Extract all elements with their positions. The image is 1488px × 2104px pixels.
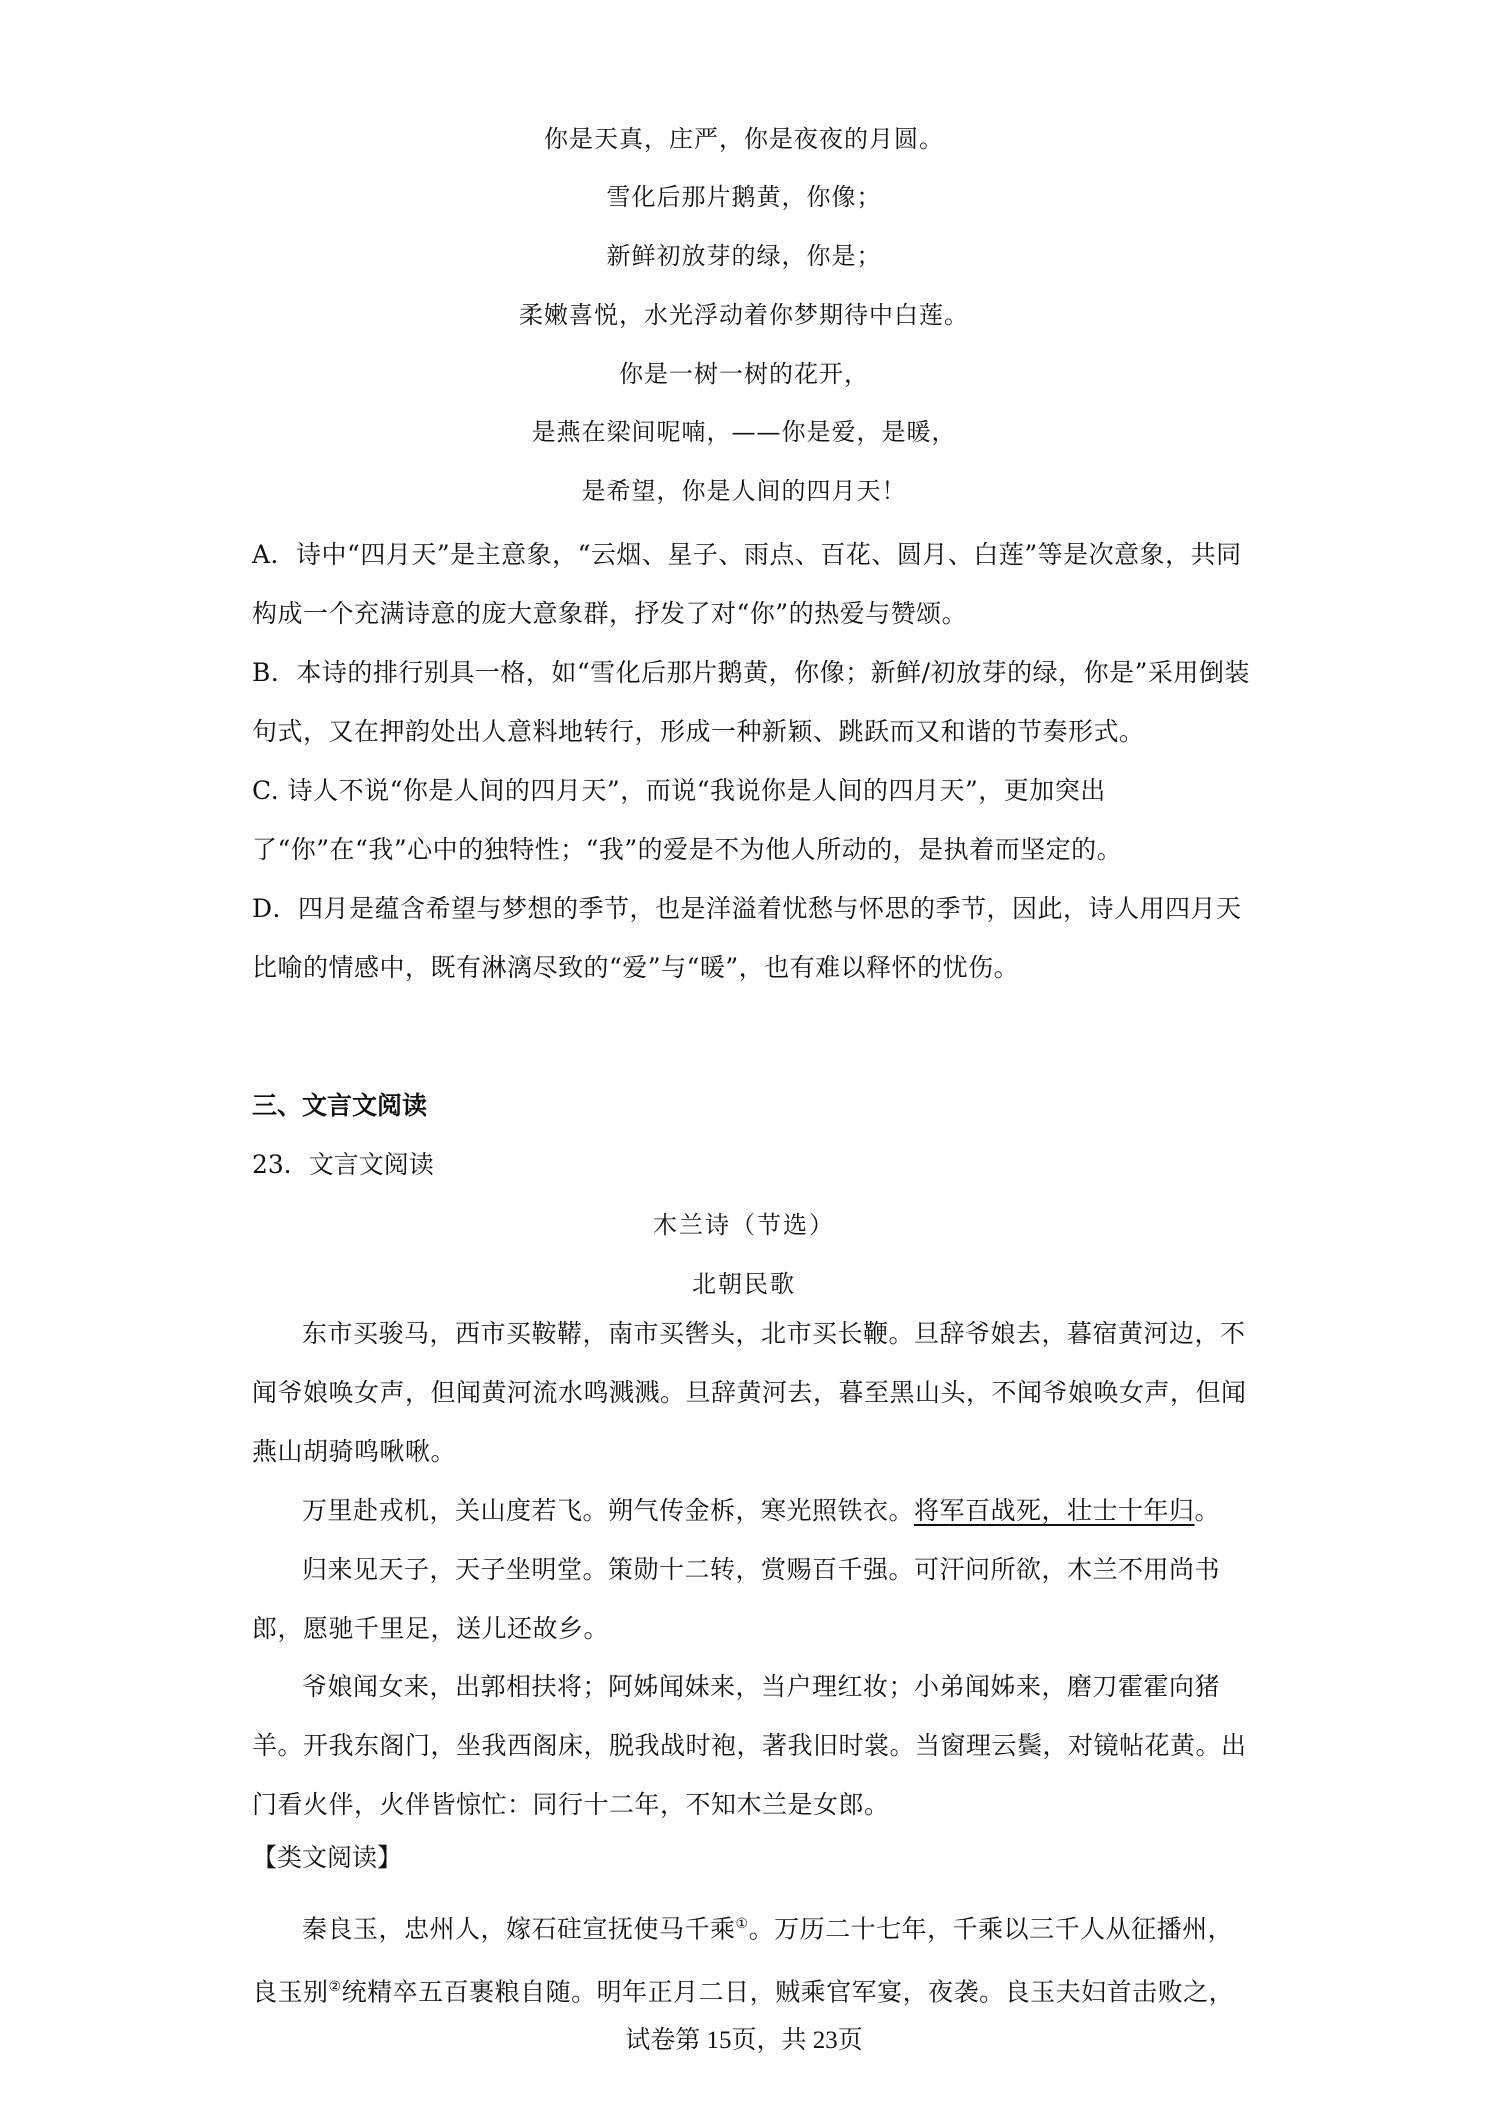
- poem-line: 是希望，你是人间的四月天！: [581, 477, 907, 505]
- paragraph-2: [252, 1481, 1252, 1540]
- poem-line: 柔嫩喜悦，水光浮动着你梦期待中白莲。: [519, 301, 969, 329]
- footnote-marker-2: ②: [328, 1979, 342, 1996]
- paragraph-2-end: 。: [1194, 1496, 1221, 1525]
- paragraph-3: 归来见天子，天子坐明堂。策勋十二转，赏赐百千强。可汗问所欲，木兰不用尚书郎，愿驰千里足，送儿还故乡。: [252, 1555, 1221, 1643]
- text-title: 木兰诗（节选）: [653, 1211, 835, 1239]
- poem-line: 你是一树一树的花开，: [619, 360, 869, 388]
- paragraph-4: 爷娘闻女来，出郭相扶将；阿姊闻妹来，当户理红妆；小弟闻姊来，磨刀霍霍向猪羊。开我东阁门，坐我西阁床，脱我战时袍，著我旧时裳。当窗理云鬓，对镜帖花黄。出门看火伴，火伴皆惊忙：同行十二年，不知木兰是女郎。: [252, 1672, 1247, 1819]
- poem-line: 你是天真，庄严，你是夜夜的月圆。: [544, 125, 944, 153]
- option-d: D．四月是蕴含希望与梦想的季节，也是洋溢着忧愁与怀思的季节，因此，诗人用四月天比喻的情感中，既有淋漓尽致的“爱”与“暖”，也有难以释怀的忧伤。: [252, 894, 1242, 982]
- page-footer: 试卷第 15页，共 23页: [625, 2027, 863, 2054]
- poem-line: 新鲜初放芽的绿，你是；: [606, 242, 882, 270]
- section-heading: 三、文言文阅读: [252, 1091, 428, 1120]
- paragraph-5-text: 统精卒五百裹粮自随。明年正月二日，贼乘官军宴，夜袭。良玉夫妇首击败之，: [341, 1977, 1235, 2007]
- paragraph-5-text: 。万历二十七年，千乘以三千人从征播州，良玉别: [252, 1914, 1234, 2007]
- option-a: A．诗中“四月天”是主意象，“云烟、星子、雨点、百花、圆月、白莲”等是次意象，共同构成一个充满诗意的庞大意象群，抒发了对“你”的热爱与赞颂。: [252, 540, 1242, 628]
- footnote-marker-1: ①: [735, 1916, 749, 1932]
- text-author: 北朝民歌: [692, 1270, 796, 1298]
- option-b: B．本诗的排行别具一格，如“雪化后那片鹅黄，你像；新鲜/初放芽的绿，你是”采用倒装句式，又在押韵处出人意料地转行，形成一种新颖、跳跃而又和谐的节奏形式。: [252, 658, 1250, 746]
- paragraph-2-text: 万里赴戎机，关山度若飞。朔气传金柝，寒光照铁衣。: [302, 1496, 915, 1525]
- question-number: 23．文言文阅读: [252, 1150, 434, 1179]
- paragraph-5: [252, 1895, 1252, 2022]
- poem-line: 雪化后那片鹅黄，你像；: [606, 183, 882, 211]
- paragraph-5-text: 秦良玉，忠州人，嫁石砫宣抚使马千乘: [302, 1914, 736, 1944]
- underlined-sentence: 将军百战死，壮士十年归: [914, 1496, 1195, 1525]
- option-c: C. 诗人不说“你是人间的四月天”，而说“我说你是人间的四月天”，更加突出了“你”在“我”心中的独特性；“我”的爱是不为他人所动的，是执着而坚定的。: [252, 776, 1123, 864]
- poem-line: 是燕在梁间呢喃，——你是爱，是暖，: [531, 418, 957, 446]
- similar-reading-label: 【类文阅读】: [252, 1843, 403, 1872]
- paragraph-1: 东市买骏马，西市买鞍鞯，南市买辔头，北市买长鞭。旦辞爷娘去，暮宿黄河边，不闻爷娘唤女声，但闻黄河流水鸣溅溅。旦辞黄河去，暮至黑山头，不闻爷娘唤女声，但闻燕山胡骑鸣啾啾。: [252, 1319, 1247, 1466]
